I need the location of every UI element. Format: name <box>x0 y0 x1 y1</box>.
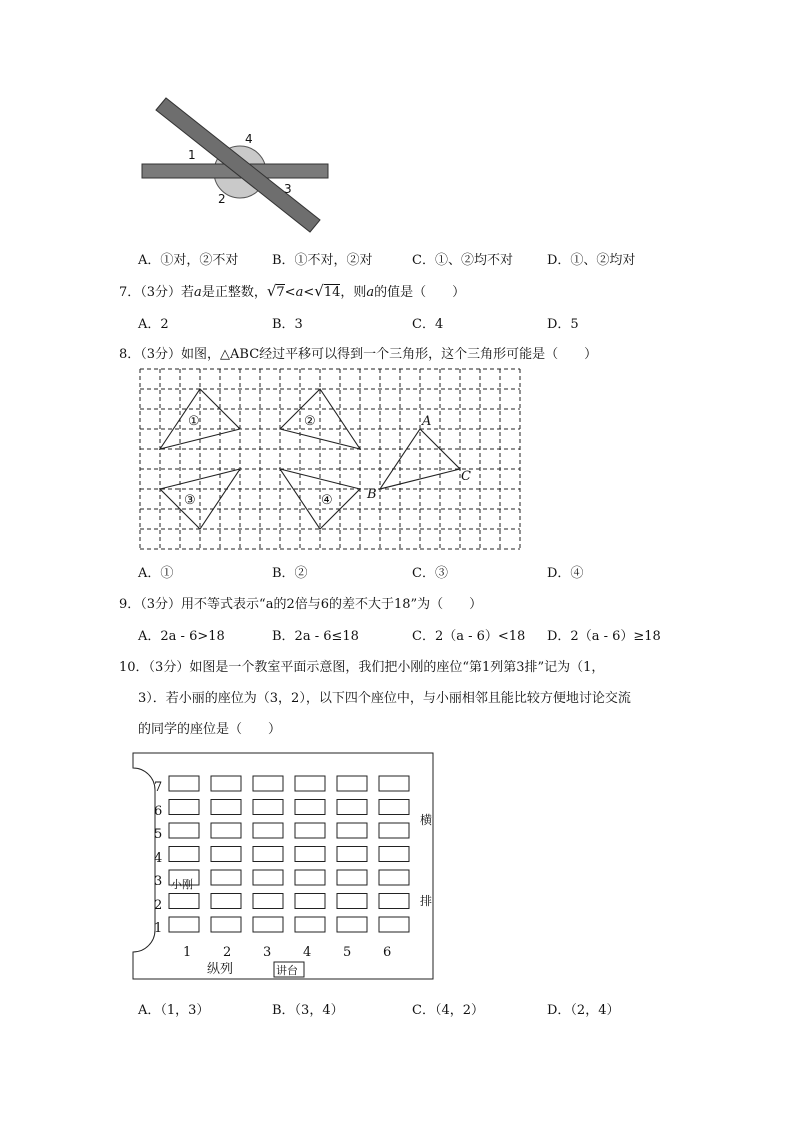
q8-label-4: ④ <box>321 493 333 508</box>
q7-option-d: D．5 <box>547 317 579 332</box>
q8-label-B: B <box>367 487 377 502</box>
seat <box>337 847 367 862</box>
q8-option-d: D．④ <box>547 566 584 581</box>
col-caption: 纵列 <box>207 962 234 977</box>
q6-label-4: 4 <box>245 132 253 146</box>
q8-label-C: C <box>461 469 471 484</box>
seat <box>169 776 199 791</box>
seat <box>253 776 283 791</box>
row-number: 7 <box>154 780 163 795</box>
seat <box>295 823 325 838</box>
q7-var-a3: a <box>366 285 375 300</box>
q7-var-a2: a <box>295 285 304 300</box>
seat <box>295 800 325 815</box>
seat <box>253 847 283 862</box>
seat <box>253 800 283 815</box>
triangle-abc <box>380 429 460 489</box>
seat <box>211 917 241 932</box>
q7-stem <box>119 281 465 300</box>
q8-grid-figure <box>139 368 523 552</box>
row-caption-bottom: 排 <box>420 894 433 908</box>
q10-option-a: A．（1，3） <box>138 1003 210 1018</box>
seat <box>253 894 283 909</box>
q10-option-c: C．（4，2） <box>412 1003 484 1018</box>
seat <box>253 870 283 885</box>
row-number: 4 <box>154 850 163 866</box>
seat <box>211 776 241 791</box>
seat <box>379 917 409 932</box>
q6-option-d: D．①、②均对 <box>547 253 636 268</box>
q10-option-d: D．（2，4） <box>547 1003 620 1018</box>
q9-stem: 9．（3分）用不等式表示“a的2倍与6的差不大于18”为（ ） <box>119 597 483 612</box>
seat <box>337 917 367 932</box>
q8-label-1: ① <box>188 414 200 429</box>
seat <box>253 823 283 838</box>
seat <box>379 823 409 838</box>
seat <box>169 894 199 909</box>
q8-label-3: ③ <box>184 493 196 508</box>
q10-stem-line3: 的同学的座位是（ ） <box>138 722 282 737</box>
col-number: 5 <box>343 945 352 960</box>
seat <box>379 800 409 815</box>
seat <box>169 800 199 815</box>
q9-option-b: B．2a - 6≤18 <box>272 629 359 644</box>
col-number: 3 <box>263 945 272 960</box>
q7-number: 7．（3分）若 <box>119 285 195 300</box>
seat <box>253 917 283 932</box>
q7-text-mid: 是正整数， <box>201 285 267 300</box>
q8-stem: 8．（3分）如图，△ABC经过平移可以得到一个三角形，这个三角形可能是（ ） <box>119 347 598 362</box>
seat <box>295 917 325 932</box>
q7-sqrt14: 14 <box>323 285 341 300</box>
q8-option-a: A．① <box>138 566 174 581</box>
q7-lt2: < <box>303 285 315 300</box>
seat <box>295 894 325 909</box>
col-number: 6 <box>383 945 392 960</box>
seat <box>169 823 199 838</box>
q8-option-c: C．③ <box>412 566 448 581</box>
q9-option-a: A．2a - 6>18 <box>138 629 225 644</box>
seat <box>295 847 325 862</box>
row-number: 6 <box>154 803 163 819</box>
q7-option-a: A．2 <box>138 317 169 332</box>
seat <box>211 894 241 909</box>
row-number: 5 <box>154 827 163 842</box>
seat <box>211 823 241 838</box>
q6-figure <box>130 96 330 236</box>
row-number: 1 <box>154 921 163 936</box>
q6-label-1: 1 <box>188 148 196 162</box>
seat <box>337 800 367 815</box>
q7-text-end: ，则 <box>340 285 367 300</box>
q8-option-b: B．② <box>272 566 308 581</box>
row-number: 2 <box>154 897 163 913</box>
q6-option-c: C．①、②均不对 <box>412 253 513 268</box>
q8-label-2: ② <box>304 414 316 429</box>
col-number: 4 <box>303 945 312 960</box>
col-number: 2 <box>223 945 232 960</box>
col-number: 1 <box>183 945 192 960</box>
q6-label-2: 2 <box>218 192 226 206</box>
sqrt-icon: √ <box>314 282 324 300</box>
seat <box>211 800 241 815</box>
row-caption-top: 横 <box>420 813 433 827</box>
sqrt-icon: √ <box>266 282 277 300</box>
q10-option-b: B．（3，4） <box>272 1003 344 1018</box>
seat <box>379 847 409 862</box>
seat <box>337 823 367 838</box>
q7-lt1: < <box>284 285 296 300</box>
seat <box>379 776 409 791</box>
q7-sqrt7: 7 <box>276 285 285 300</box>
seat-label-xiaogang: 小刚 <box>171 878 193 891</box>
q7-option-c: C．4 <box>412 317 444 332</box>
q7-option-b: B．3 <box>272 317 303 332</box>
seat <box>337 870 367 885</box>
q10-stem-line1: 10．（3分）如图是一个教室平面示意图，我们把小刚的座位“第1列第3排”记为（1， <box>119 660 605 675</box>
seat <box>379 870 409 885</box>
q6-option-b: B．①不对，②对 <box>272 253 373 268</box>
q9-option-d: D．2（a - 6）≥18 <box>547 629 661 644</box>
q10-stem-line2: 3）．若小丽的座位为（3，2），以下四个座位中，与小丽相邻且能比较方便地讨论交流 <box>138 691 631 706</box>
q6-label-3: 3 <box>284 182 292 196</box>
seat <box>379 894 409 909</box>
seat <box>295 776 325 791</box>
q8-label-A: A <box>422 414 432 429</box>
seat <box>337 776 367 791</box>
q7-var-a: a <box>194 285 202 300</box>
seat <box>211 847 241 862</box>
seat <box>337 894 367 909</box>
q6-option-a: A．①对，②不对 <box>138 253 239 268</box>
podium-label: 讲台 <box>276 964 298 977</box>
row-number: 3 <box>154 874 163 889</box>
seat <box>211 870 241 885</box>
q9-option-c: C．2（a - 6）<18 <box>412 629 526 644</box>
q7-text-tail: 的值是（ ） <box>374 285 466 300</box>
seat <box>169 917 199 932</box>
seat <box>169 847 199 862</box>
seat <box>295 870 325 885</box>
